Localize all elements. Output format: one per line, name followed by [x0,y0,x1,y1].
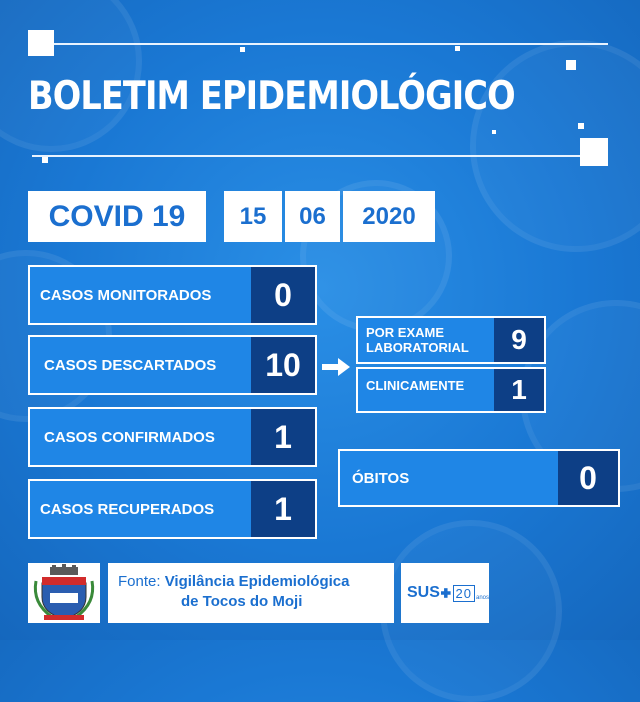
breakdown-value: 9 [494,318,544,362]
breakdown-label [358,318,494,362]
page-title: BOLETIM EPIDEMIOLÓGICO [28,74,515,119]
header-square-large [580,138,608,166]
date-day [224,191,282,242]
date-month [285,191,340,242]
date-month-text: 06 [299,202,326,230]
deaths-label: ÓBITOS [352,469,410,487]
arrow-right-icon [322,358,350,376]
source-line1 [118,572,394,592]
breakdown-label-line1: POR EXAME [366,325,445,340]
header-dot [455,46,460,51]
case-row-recovered [28,479,317,539]
date-year [343,191,435,242]
case-label: CASOS RECUPERADOS [40,500,215,518]
header-dot [240,47,245,52]
header-square-small [566,60,576,70]
source-line2: de Tocos do Moji [181,593,303,610]
breakdown-row-lab [356,316,546,364]
date-day-text: 15 [239,202,267,230]
case-value: 1 [251,409,315,465]
header-line-top [40,43,608,45]
covid-badge-label: COVID 19 [48,199,186,233]
virus-decoration [470,40,640,252]
source-prefix: Fonte: [118,573,161,590]
case-row-discarded [28,335,317,395]
sus-logo-text: SUS [407,584,440,601]
date-year-text: 2020 [362,202,416,230]
case-row-monitored [28,265,317,325]
sus-cross-icon [441,582,451,604]
sus-logo-years: 20 [453,585,475,602]
header-square-large [28,30,54,56]
coat-of-arms-icon [28,563,100,623]
sus-logo-anos: anos [475,595,489,601]
header-dot [492,130,496,134]
case-label: CASOS MONITORADOS [40,286,212,304]
case-label: CASOS DESCARTADOS [44,356,217,374]
source-box [108,563,394,623]
covid-badge [28,191,206,242]
case-value: 1 [251,481,315,537]
case-label: CASOS CONFIRMADOS [44,428,215,446]
header-dot [42,157,48,163]
coat-of-arms-box [28,563,100,623]
case-value: 10 [251,337,315,393]
breakdown-label: CLINICAMENTE [366,378,465,393]
sus-logo-box [401,563,489,623]
breakdown-label-line2: LABORATORIAL [366,340,469,355]
source-org: Vigilância Epidemiológica [164,573,350,590]
deaths-value: 0 [558,451,618,505]
case-value: 0 [251,267,315,323]
breakdown-value: 1 [494,369,544,411]
header-line-bottom [32,155,608,157]
deaths-row [338,449,620,507]
case-row-confirmed [28,407,317,467]
breakdown-row-clinical [356,367,546,413]
header-dot [578,123,584,129]
